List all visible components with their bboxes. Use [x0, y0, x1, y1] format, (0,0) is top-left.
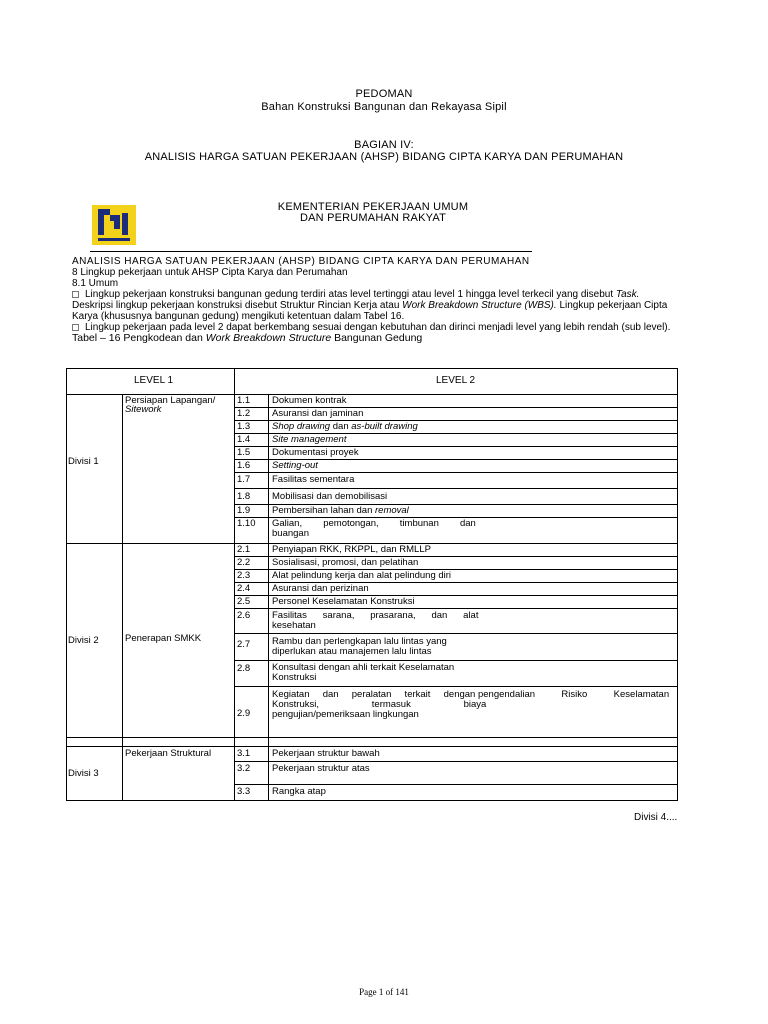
- item-1-3: Shop drawing dan as-built drawing: [272, 421, 418, 432]
- code-2-4: 2.4: [237, 583, 251, 594]
- item-1-1: Dokumen kontrak: [272, 395, 347, 406]
- code-1-2: 1.2: [237, 408, 251, 419]
- item-2-8-cont: Konstruksi: [272, 672, 317, 683]
- item-2-3: Alat pelindung kerja dan alat pelindung diri: [272, 570, 452, 581]
- item-2-6: Fasilitas sarana, prasarana, dan alat: [272, 610, 479, 621]
- item-1-4: Site management: [272, 434, 347, 445]
- table-border-right: [677, 368, 678, 801]
- code-1-1: 1.1: [237, 395, 251, 406]
- section-title: ANALISIS HARGA SATUAN PEKERJAAN (AHSP) BIDANG CIPTA KARYA DAN PERUMAHAN: [72, 256, 530, 267]
- item-1-7: Fasilitas sementara: [272, 474, 355, 485]
- header-level-2: LEVEL 2: [436, 375, 476, 386]
- item-1-9: Pembersihan lahan dan removal: [272, 505, 409, 516]
- code-2-5: 2.5: [237, 596, 251, 607]
- division-2-label: Divisi 2: [68, 635, 99, 646]
- item-2-6-cont: kesehatan: [272, 620, 316, 631]
- table-col-divider-division: [122, 394, 123, 801]
- item-2-9-cont: Konstruksi, termasuk biaya: [272, 699, 487, 710]
- paragraph-1-line-3: Karya (khususnya bangunan gedung) mengikuti ketentuan dalam Tabel 16.: [72, 311, 405, 322]
- table-col-divider-code: [268, 394, 269, 801]
- item-3-1: Pekerjaan struktur bawah: [272, 748, 380, 759]
- code-2-9: 2.9: [237, 708, 251, 719]
- item-2-7: Rambu dan perlengkapan lalu lintas yang: [272, 636, 447, 647]
- division-1-name-sitework: Sitework: [125, 404, 162, 415]
- bagian-title: ANALISIS HARGA SATUAN PEKERJAAN (AHSP) BIDANG CIPTA KARYA DAN PERUMAHAN: [144, 151, 624, 163]
- ministry-line1: KEMENTERIAN PEKERJAAN UMUM: [277, 201, 469, 213]
- item-2-9: Kegiatan dan peralatan terkait dengan pengendalian Risiko Keselamatan: [272, 689, 670, 700]
- paragraph-1-line-2: Deskripsi lingkup pekerjaan konstruksi disebut Struktur Rincian Kerja atau Work Breakdown Structure (WBS). Lingkup pekerjaan Cipta: [72, 300, 668, 311]
- next-division-note: Divisi 4....: [634, 812, 678, 823]
- doc-title-pedoman: PEDOMAN: [355, 88, 413, 100]
- division-3-label: Divisi 3: [68, 768, 99, 779]
- code-3-3: 3.3: [237, 786, 251, 797]
- item-1-6: Setting-out: [272, 460, 318, 471]
- code-1-4: 1.4: [237, 434, 251, 445]
- code-2-7: 2.7: [237, 639, 251, 650]
- header-rule: [90, 251, 532, 252]
- code-2-1: 2.1: [237, 544, 251, 555]
- bullet-square-icon: [72, 291, 79, 298]
- code-1-7: 1.7: [237, 474, 251, 485]
- code-2-3: 2.3: [237, 570, 251, 581]
- division-3-name: Pekerjaan Struktural: [125, 748, 212, 759]
- paragraph-1-line-1: Lingkup pekerjaan konstruksi bangunan gedung terdiri atas level tertinggi atau level 1 hingga level terkecil yang disebut Task.: [72, 289, 682, 300]
- page-number: Page 1 of 141: [359, 987, 409, 997]
- item-1-10: Galian, pemotongan, timbunan dan: [272, 518, 476, 529]
- bagian-label: BAGIAN IV:: [354, 139, 414, 151]
- item-2-4: Asuransi dan perizinan: [272, 583, 369, 594]
- doc-subtitle: Bahan Konstruksi Bangunan dan Rekayasa Sipil: [261, 101, 507, 113]
- item-2-1: Penyiapan RKK, RKPPL, dan RMLLP: [272, 544, 431, 555]
- item-1-8: Mobilisasi dan demobilisasi: [272, 491, 388, 502]
- code-2-2: 2.2: [237, 557, 251, 568]
- code-1-5: 1.5: [237, 447, 251, 458]
- item-3-2: Pekerjaan struktur atas: [272, 763, 370, 774]
- division-1-label: Divisi 1: [68, 456, 99, 467]
- section-8-heading: 8 Lingkup pekerjaan untuk AHSP Cipta Karya dan Perumahan: [72, 267, 348, 278]
- header-level-1: LEVEL 1: [134, 375, 174, 386]
- division-2-name: Penerapan SMKK: [125, 633, 202, 644]
- item-2-5: Personel Keselamatan Konstruksi: [272, 596, 415, 607]
- code-1-6: 1.6: [237, 460, 251, 471]
- item-2-9-cont-2: pengujian/pemeriksaan lingkungan: [272, 709, 419, 720]
- code-1-3: 1.3: [237, 421, 251, 432]
- item-2-2: Sosialisasi, promosi, dan pelatihan: [272, 557, 419, 568]
- section-8-1-heading: 8.1 Umum: [72, 278, 119, 289]
- pu-logo-icon: [92, 205, 136, 245]
- item-1-10-cont: buangan: [272, 528, 309, 539]
- paragraph-2: Lingkup pekerjaan pada level 2 dapat berkembang sesuai dengan kebutuhan dan dirinci menjadi level yang lebih rendah (sub level).: [72, 322, 682, 333]
- division-1-name: Persiapan Lapangan/: [125, 395, 216, 406]
- ministry-line2: DAN PERUMAHAN RAKYAT: [299, 212, 446, 224]
- item-1-5: Dokumentasi proyek: [272, 447, 359, 458]
- item-2-7-cont: diperlukan atau manajemen lalu lintas: [272, 646, 432, 657]
- code-1-10: 1.10: [237, 518, 256, 529]
- item-1-2: Asuransi dan jaminan: [272, 408, 364, 419]
- code-1-9: 1.9: [237, 505, 251, 516]
- code-2-8: 2.8: [237, 663, 251, 674]
- code-2-6: 2.6: [237, 610, 251, 621]
- item-2-8: Konsultasi dengan ahli terkait Keselamatan: [272, 662, 455, 673]
- item-3-3: Rangka atap: [272, 786, 326, 797]
- table-caption: Tabel – 16 Pengkodean dan Work Breakdown Structure Bangunan Gedung: [72, 332, 423, 344]
- code-3-1: 3.1: [237, 748, 251, 759]
- code-3-2: 3.2: [237, 763, 251, 774]
- code-1-8: 1.8: [237, 491, 251, 502]
- bullet-square-icon: [72, 324, 79, 331]
